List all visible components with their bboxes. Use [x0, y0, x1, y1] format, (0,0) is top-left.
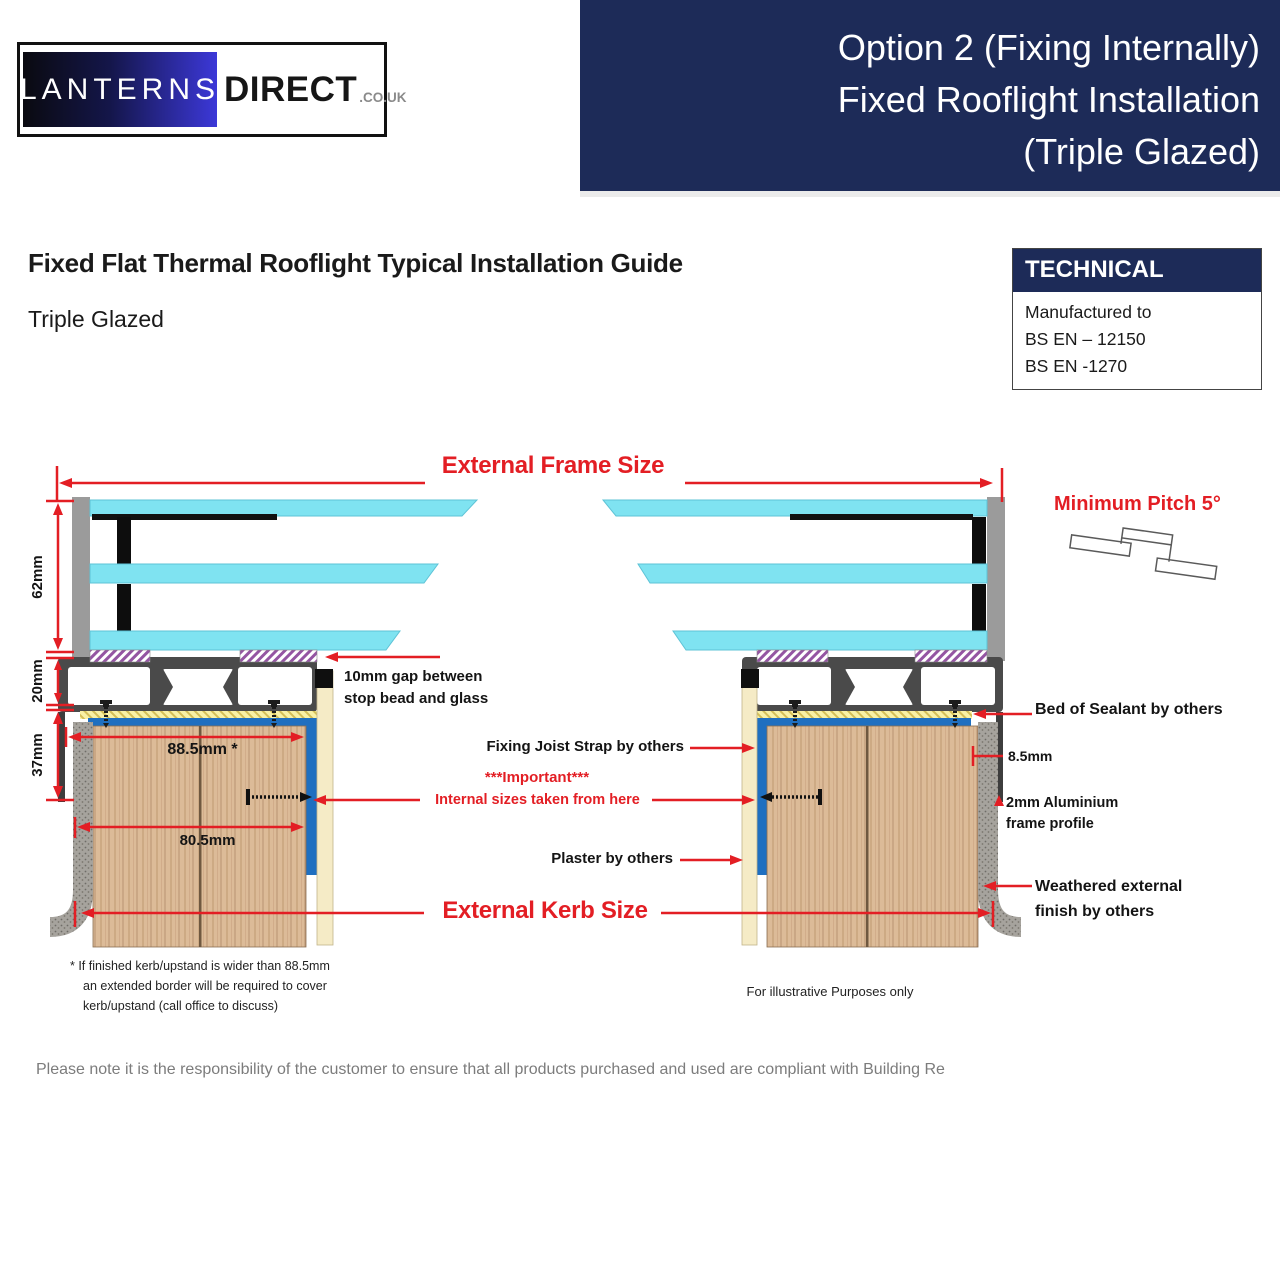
kerb-footnote: [70, 956, 330, 1016]
dimension-80-5mm-label: 80.5mm: [179, 832, 236, 849]
glass-pane-outer: [603, 500, 987, 516]
stop-bead: [315, 669, 333, 688]
plaster-label: Plaster by others: [551, 850, 673, 867]
glazing-frame-right: [987, 497, 1005, 661]
glazing-spacer: [972, 517, 986, 564]
bed-of-sealant-label: Bed of Sealant by others: [1035, 701, 1223, 718]
logo-direct-text: DIRECT: [224, 69, 358, 109]
glazing-spacer: [117, 517, 131, 564]
profile-chamber: [238, 667, 312, 705]
dimension-88-5mm-label: 88.5mm *: [167, 741, 238, 758]
glass-pane-middle: [638, 564, 987, 583]
joist-strap-label: Fixing Joist Strap by others: [486, 738, 684, 755]
logo-domain-text: .CO.UK: [359, 90, 407, 105]
dimension-62mm-label: 62mm: [29, 555, 46, 599]
external-frame-size-label: External Frame Size: [441, 452, 665, 479]
minimum-pitch-label: Minimum Pitch 5°: [1054, 493, 1221, 515]
technical-line: Manufactured to: [1025, 302, 1152, 322]
weathered-finish-line-2: finish by others: [1035, 903, 1155, 920]
thermal-break: [915, 650, 987, 662]
glass-edge-seal: [790, 514, 973, 520]
left-jamb-section: [50, 497, 477, 947]
aluminium-profile-line-1: 2mm Aluminium: [1006, 795, 1119, 811]
illustrative-note: For illustrative Purposes only: [746, 984, 914, 999]
technical-line: BS EN -1270: [1025, 356, 1128, 376]
technical-header: TECHNICAL: [1013, 249, 1261, 292]
compliance-disclaimer: Please note it is the responsibility of the customer to ensure that all products purchased and used are compliant with Building Re: [36, 1061, 945, 1078]
thermal-break: [240, 650, 317, 662]
joist-strap-top: [88, 718, 317, 726]
profile-chamber: [845, 669, 913, 705]
glass-pane-middle: [90, 564, 438, 583]
kerb-footnote-line-2: an extended border will be required to cover: [83, 979, 327, 993]
profile-chamber: [68, 667, 150, 705]
banner-line-2: Fixed Rooflight Installation: [837, 79, 1260, 120]
page-title: Fixed Flat Thermal Rooflight Typical Installation Guide: [28, 248, 683, 278]
weathered-finish-label: [1035, 874, 1182, 924]
thermal-break: [90, 650, 150, 662]
glazing-frame-left: [72, 497, 90, 661]
right-jamb-section: [603, 497, 1021, 947]
banner-line-1: Option 2 (Fixing Internally): [837, 27, 1260, 68]
plasterboard: [317, 671, 333, 945]
logo-lanterns-text: LANTERNS: [23, 52, 217, 127]
external-kerb-size-label: External Kerb Size: [442, 897, 648, 924]
minimum-pitch-glyph: [1068, 521, 1220, 579]
profile-chamber: [163, 669, 233, 705]
gap-note-label: [344, 666, 488, 710]
weathered-finish-line-1: Weathered external: [1035, 878, 1183, 895]
glass-pane-outer: [90, 500, 477, 516]
internal-sizes-label: Internal sizes taken from here: [435, 792, 640, 808]
page-subtitle: Triple Glazed: [28, 306, 164, 332]
joist-strap-top: [757, 718, 971, 726]
glass-pane-inner: [90, 631, 400, 650]
dimension-8-5mm-label: 8.5mm: [1008, 748, 1053, 764]
technical-line: BS EN – 12150: [1025, 329, 1146, 349]
joist-strap: [756, 726, 767, 875]
thermal-break: [757, 650, 828, 662]
banner-line-3: (Triple Glazed): [1023, 131, 1260, 172]
aluminium-profile-label: [1006, 793, 1118, 835]
kerb-footnote-line-3: kerb/upstand (call office to discuss): [83, 999, 279, 1013]
stop-bead: [741, 669, 759, 688]
dimension-37mm-label: 37mm: [29, 733, 46, 777]
weathered-finish: [50, 722, 83, 927]
kerb-footnote-line-1: * If finished kerb/upstand is wider than 88.5mm: [70, 959, 330, 973]
aluminium-profile-line-2: frame profile: [1006, 816, 1094, 832]
dimension-20mm-label: 20mm: [29, 659, 46, 703]
gap-note-line-1: 10mm gap between: [344, 668, 483, 685]
important-label: ***Important***: [484, 769, 590, 786]
glazing-spacer: [972, 584, 986, 631]
glass-pane-inner: [673, 631, 987, 650]
plasterboard: [742, 671, 757, 945]
glazing-spacer: [117, 584, 131, 631]
sealant-bed: [80, 711, 317, 719]
profile-chamber: [757, 667, 831, 705]
profile-chamber: [921, 667, 995, 705]
sealant-bed: [757, 711, 972, 719]
gap-note-line-2: stop bead and glass: [344, 690, 489, 707]
